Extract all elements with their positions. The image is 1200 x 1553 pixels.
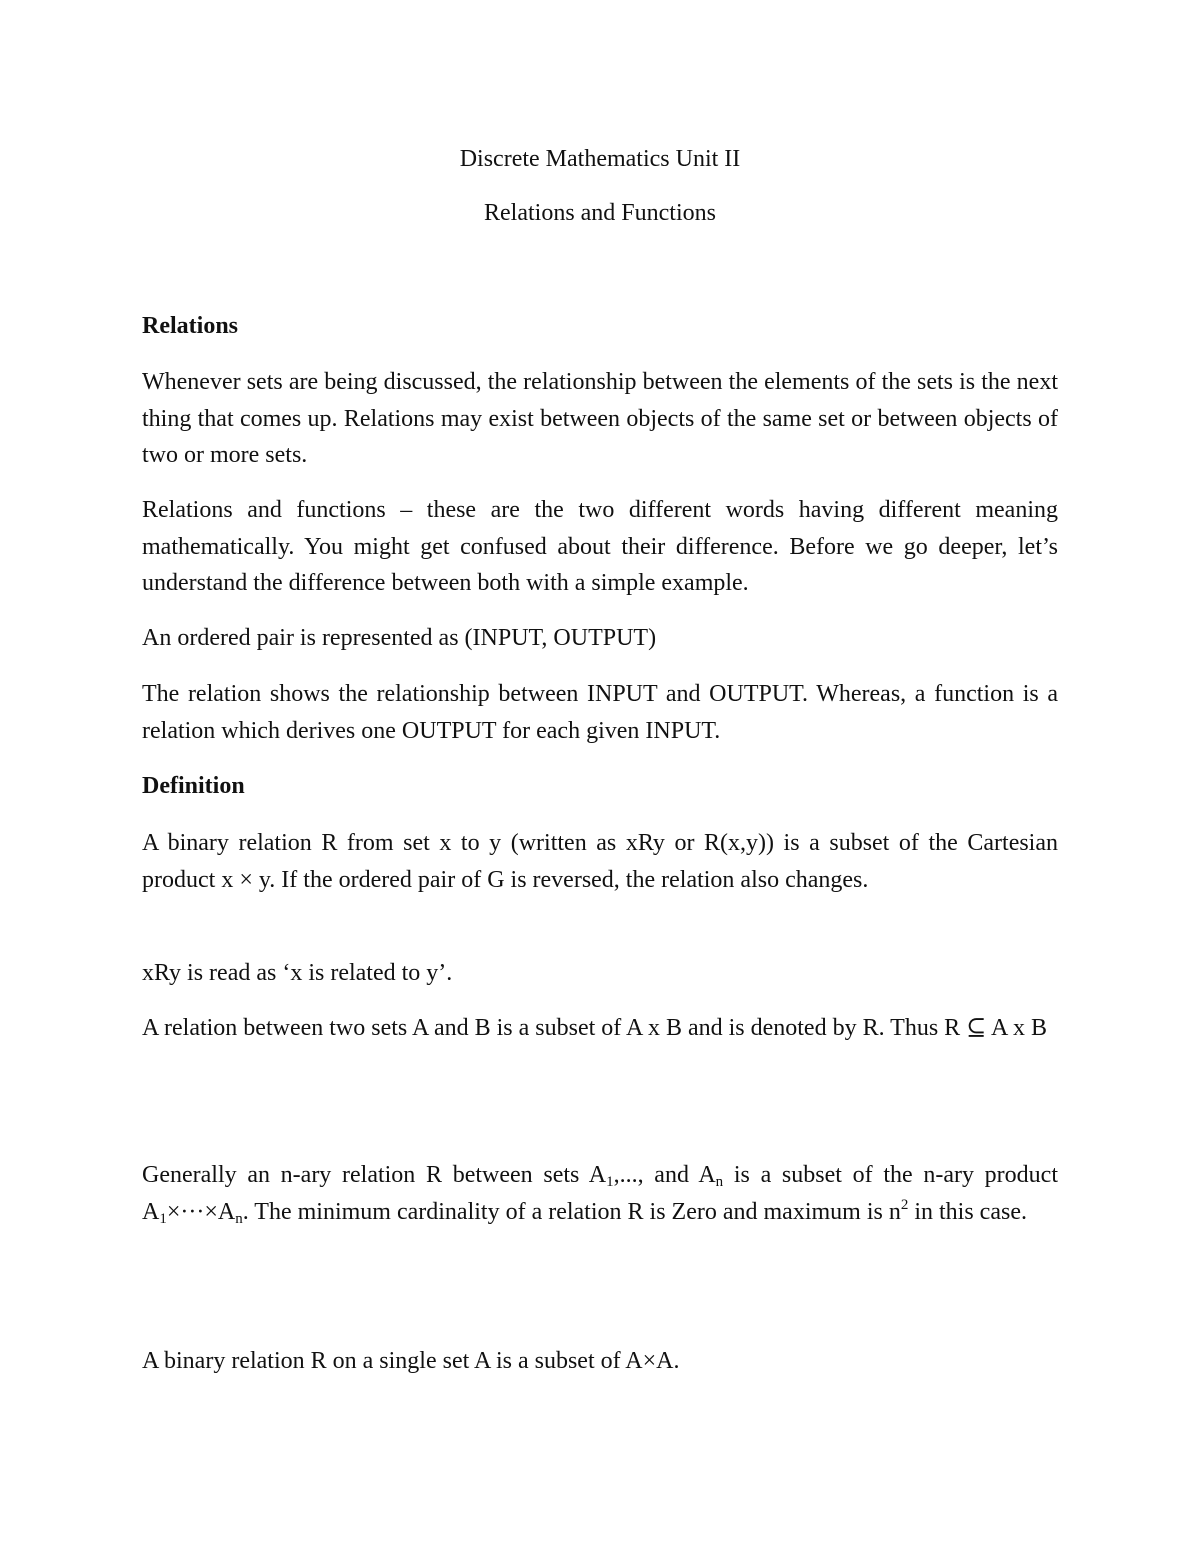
- relations-paragraph-1: Whenever sets are being discussed, the relationship between the elements of the sets is the next thing that comes up. Relations may exist between objects of the same set or between objects of two or more sets.: [142, 369, 1058, 468]
- superscript-2: 2: [900, 1196, 909, 1213]
- relations-paragraph-3: An ordered pair is represented as (INPUT, OUTPUT): [142, 625, 657, 651]
- nary-text-5: . The minimum cardinality of a relation R is Zero and maximum is n: [242, 1198, 901, 1225]
- nary-text-1: Generally an n-ary relation R between sets A: [142, 1162, 607, 1188]
- document-title: Discrete Mathematics Unit II: [459, 146, 741, 172]
- relations-paragraph-4: The relation shows the relationship between INPUT and OUTPUT. Whereas, a function is a relation which derives one OUTPUT for each given INPUT.: [142, 681, 1058, 744]
- nary-text-6: in this case.: [908, 1198, 1027, 1225]
- subscript-n: n: [715, 1174, 724, 1190]
- subscript-1: 1: [606, 1174, 614, 1190]
- definition-paragraph-3: A relation between two sets A and B is a subset of A x B and is denoted by R. Thus R ⊆ A x B: [142, 1015, 1047, 1041]
- definition-paragraph-1: A binary relation R from set x to y (written as xRy or R(x,y)) is a subset of the Cartesian product x × y. If the ordered pair of G is reversed, the relation also changes.: [142, 830, 1058, 893]
- section-heading-definition: Definition: [142, 773, 245, 799]
- relations-paragraph-2: Relations and functions – these are the two different words having different meaning mathematically. You might get confused about their difference. Before we go deeper, let’s understand the difference between both with a simple example.: [142, 497, 1058, 596]
- subscript-1b: 1: [159, 1210, 167, 1227]
- nary-text-4: ×···×A: [166, 1198, 236, 1225]
- nary-text-2: ,..., and A: [613, 1162, 716, 1188]
- definition-paragraph-2: xRy is read as ‘x is related to y’.: [142, 960, 453, 986]
- definition-paragraph-nary: [142, 1157, 1058, 1230]
- section-heading-relations: Relations: [142, 313, 238, 339]
- nary-text-3: is a subset of the n-ary product A: [142, 1162, 1058, 1225]
- subscript-nb: n: [235, 1210, 243, 1227]
- definition-paragraph-5: A binary relation R on a single set A is a subset of A×A.: [142, 1348, 680, 1374]
- document-subtitle: Relations and Functions: [484, 200, 716, 226]
